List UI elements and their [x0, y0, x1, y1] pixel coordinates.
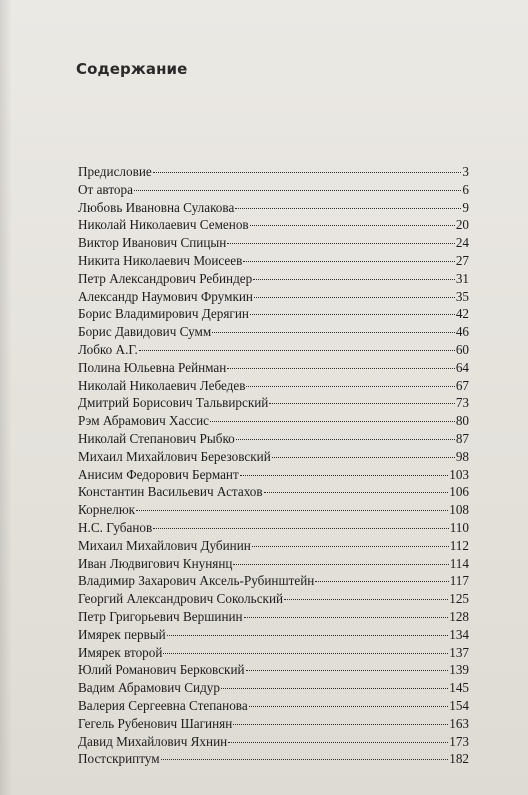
dot-leader	[249, 706, 449, 707]
toc-entry	[78, 341, 469, 359]
toc-entry	[78, 288, 469, 306]
toc-entry-page-number: 42	[455, 306, 469, 322]
dot-leader	[153, 528, 449, 529]
toc-entry-page-number: 31	[455, 270, 469, 286]
toc-entry	[78, 608, 469, 626]
toc-entry	[78, 661, 469, 679]
toc-entry-page-number: 20	[455, 217, 469, 233]
dot-leader	[235, 208, 461, 209]
dot-leader	[212, 332, 455, 333]
toc-entry-page-number: 182	[449, 751, 469, 767]
toc-entry	[78, 501, 469, 519]
toc-entry-page-number: 35	[455, 288, 469, 304]
dot-leader	[228, 742, 448, 743]
toc-entry-page-number: 6	[462, 181, 469, 197]
dot-leader	[240, 475, 448, 476]
toc-entry-page-number: 128	[449, 608, 469, 624]
dot-leader	[244, 617, 449, 618]
toc-entry-page-number: 173	[449, 733, 469, 749]
toc-entry	[78, 644, 469, 662]
toc-entry-title: Юлий Романович Берковский	[78, 662, 245, 678]
toc-entry	[78, 483, 469, 501]
toc-entry	[78, 466, 469, 484]
toc-entry-title: Александр Наумович Фрумкин	[78, 288, 253, 304]
dot-leader	[315, 581, 448, 582]
dot-leader	[233, 564, 448, 565]
toc-entry-title: Имярек второй	[78, 644, 163, 660]
dot-leader	[139, 350, 455, 351]
toc-entry-page-number: 112	[449, 537, 469, 553]
toc-entry	[78, 733, 469, 751]
toc-entry-title: Борис Владимирович Дерягин	[78, 306, 249, 322]
dot-leader	[250, 225, 455, 226]
dot-leader	[272, 457, 455, 458]
dot-leader	[243, 261, 454, 262]
dot-leader	[250, 314, 455, 315]
dot-leader	[269, 403, 454, 404]
toc-entry	[78, 750, 469, 768]
dot-leader	[163, 653, 448, 654]
toc-entry-page-number: 9	[462, 199, 469, 215]
toc-entry	[78, 430, 469, 448]
toc-entry-title: Гегель Рубенович Шагинян	[78, 715, 233, 731]
toc-entry-title: Корнелюк	[78, 502, 136, 518]
toc-entry-page-number: 60	[455, 341, 469, 357]
toc-entry	[78, 715, 469, 733]
toc-entry-title: Дмитрий Борисович Тальвирский	[78, 395, 269, 411]
toc-entry-title: Никита Николаевич Моисеев	[78, 252, 243, 268]
dot-leader	[136, 510, 448, 511]
toc-entry-page-number: 3	[462, 164, 469, 179]
dot-leader	[246, 386, 454, 387]
toc-entry-title: Константин Васильевич Астахов	[78, 484, 263, 500]
toc-entry-title: Любовь Ивановна Сулакова	[78, 199, 235, 215]
toc-entry	[78, 448, 469, 466]
toc-entry-page-number: 154	[449, 697, 469, 713]
toc-entry	[78, 234, 469, 252]
dot-leader	[227, 243, 454, 244]
toc-entry	[78, 590, 469, 608]
toc-entry	[78, 412, 469, 430]
toc-entry-title: Давид Михайлович Яхнин	[78, 733, 228, 749]
table-of-contents	[78, 163, 469, 768]
toc-entry-title: Постскриптум	[78, 751, 160, 767]
dot-leader	[252, 546, 449, 547]
toc-entry-title: Петр Григорьевич Вершинин	[78, 608, 243, 624]
dot-leader	[210, 421, 455, 422]
toc-entry	[78, 252, 469, 270]
dot-leader	[167, 635, 448, 636]
toc-entry-page-number: 103	[449, 466, 469, 482]
toc-entry-title: Николай Степанович Рыбко	[78, 430, 235, 446]
dot-leader	[153, 172, 462, 173]
toc-entry	[78, 697, 469, 715]
toc-entry	[78, 572, 469, 590]
toc-entry-page-number: 87	[455, 430, 469, 446]
toc-entry-title: Вадим Абрамович Сидур	[78, 680, 220, 696]
toc-entry	[78, 163, 469, 181]
toc-entry-page-number: 108	[449, 502, 469, 518]
toc-entry-title: Николай Николаевич Лебедев	[78, 377, 246, 393]
dot-leader	[253, 279, 455, 280]
dot-leader	[134, 190, 461, 191]
toc-entry-title: Георгий Александрович Сокольский	[78, 591, 284, 607]
toc-entry-title: Полина Юльевна Рейнман	[78, 359, 227, 375]
toc-entry-page-number: 139	[449, 662, 469, 678]
page-edge-shadow	[0, 0, 12, 795]
toc-entry	[78, 626, 469, 644]
toc-entry-title: Имярек первый	[78, 626, 166, 642]
dot-leader	[246, 670, 449, 671]
contents-heading: Содержание	[76, 60, 188, 78]
toc-entry-title: Рэм Абрамович Хассис	[78, 413, 210, 429]
toc-entry-title: Анисим Федорович Бермант	[78, 466, 239, 482]
toc-entry-page-number: 110	[449, 519, 469, 535]
toc-entry-title: От автора	[78, 181, 133, 197]
toc-entry-title: Иван Людвигович Кнунянц	[78, 555, 233, 571]
toc-entry-page-number: 163	[449, 715, 469, 731]
toc-entry	[78, 377, 469, 395]
toc-entry	[78, 199, 469, 217]
toc-entry	[78, 270, 469, 288]
dot-leader	[254, 297, 455, 298]
toc-entry	[78, 359, 469, 377]
toc-entry-page-number: 73	[455, 395, 469, 411]
dot-leader	[227, 368, 454, 369]
toc-entry-title: Владимир Захарович Аксель-Рубинштейн	[78, 573, 315, 589]
dot-leader	[221, 688, 448, 689]
toc-entry	[78, 394, 469, 412]
toc-entry-title: Петр Александрович Ребиндер	[78, 270, 253, 286]
toc-entry-page-number: 64	[455, 359, 469, 375]
toc-entry-title: Н.С. Губанов	[78, 519, 153, 535]
toc-entry-page-number: 125	[449, 591, 469, 607]
toc-entry-page-number: 145	[449, 680, 469, 696]
toc-entry	[78, 679, 469, 697]
dot-leader	[161, 759, 449, 760]
toc-entry	[78, 305, 469, 323]
toc-entry-page-number: 117	[449, 573, 469, 589]
toc-entry	[78, 181, 469, 199]
dot-leader	[236, 439, 455, 440]
toc-entry-page-number: 80	[455, 413, 469, 429]
dot-leader	[284, 599, 448, 600]
toc-entry	[78, 537, 469, 555]
toc-entry-title: Михаил Михайлович Дубинин	[78, 537, 251, 553]
toc-entry-page-number: 106	[449, 484, 469, 500]
toc-entry-page-number: 137	[449, 644, 469, 660]
toc-entry-title: Николай Николаевич Семенов	[78, 217, 249, 233]
toc-entry-title: Валерия Сергеевна Степанова	[78, 697, 248, 713]
toc-entry-page-number: 24	[455, 235, 469, 251]
toc-entry-page-number: 27	[455, 252, 469, 268]
toc-entry-title: Предисловие	[78, 164, 152, 179]
dot-leader	[264, 492, 449, 493]
toc-entry-title: Виктор Иванович Спицын	[78, 235, 227, 251]
toc-entry-page-number: 98	[455, 448, 469, 464]
toc-entry	[78, 216, 469, 234]
toc-entry-page-number: 46	[455, 324, 469, 340]
toc-entry-title: Михаил Михайлович Березовский	[78, 448, 271, 464]
toc-entry-title: Борис Давидович Сумм	[78, 324, 212, 340]
toc-entry	[78, 323, 469, 341]
toc-entry-page-number: 114	[449, 555, 469, 571]
toc-entry	[78, 555, 469, 573]
toc-entry-page-number: 134	[449, 626, 469, 642]
dot-leader	[233, 724, 448, 725]
toc-entry	[78, 519, 469, 537]
toc-entry-page-number: 67	[455, 377, 469, 393]
toc-entry-title: Лобко А.Г.	[78, 341, 138, 357]
